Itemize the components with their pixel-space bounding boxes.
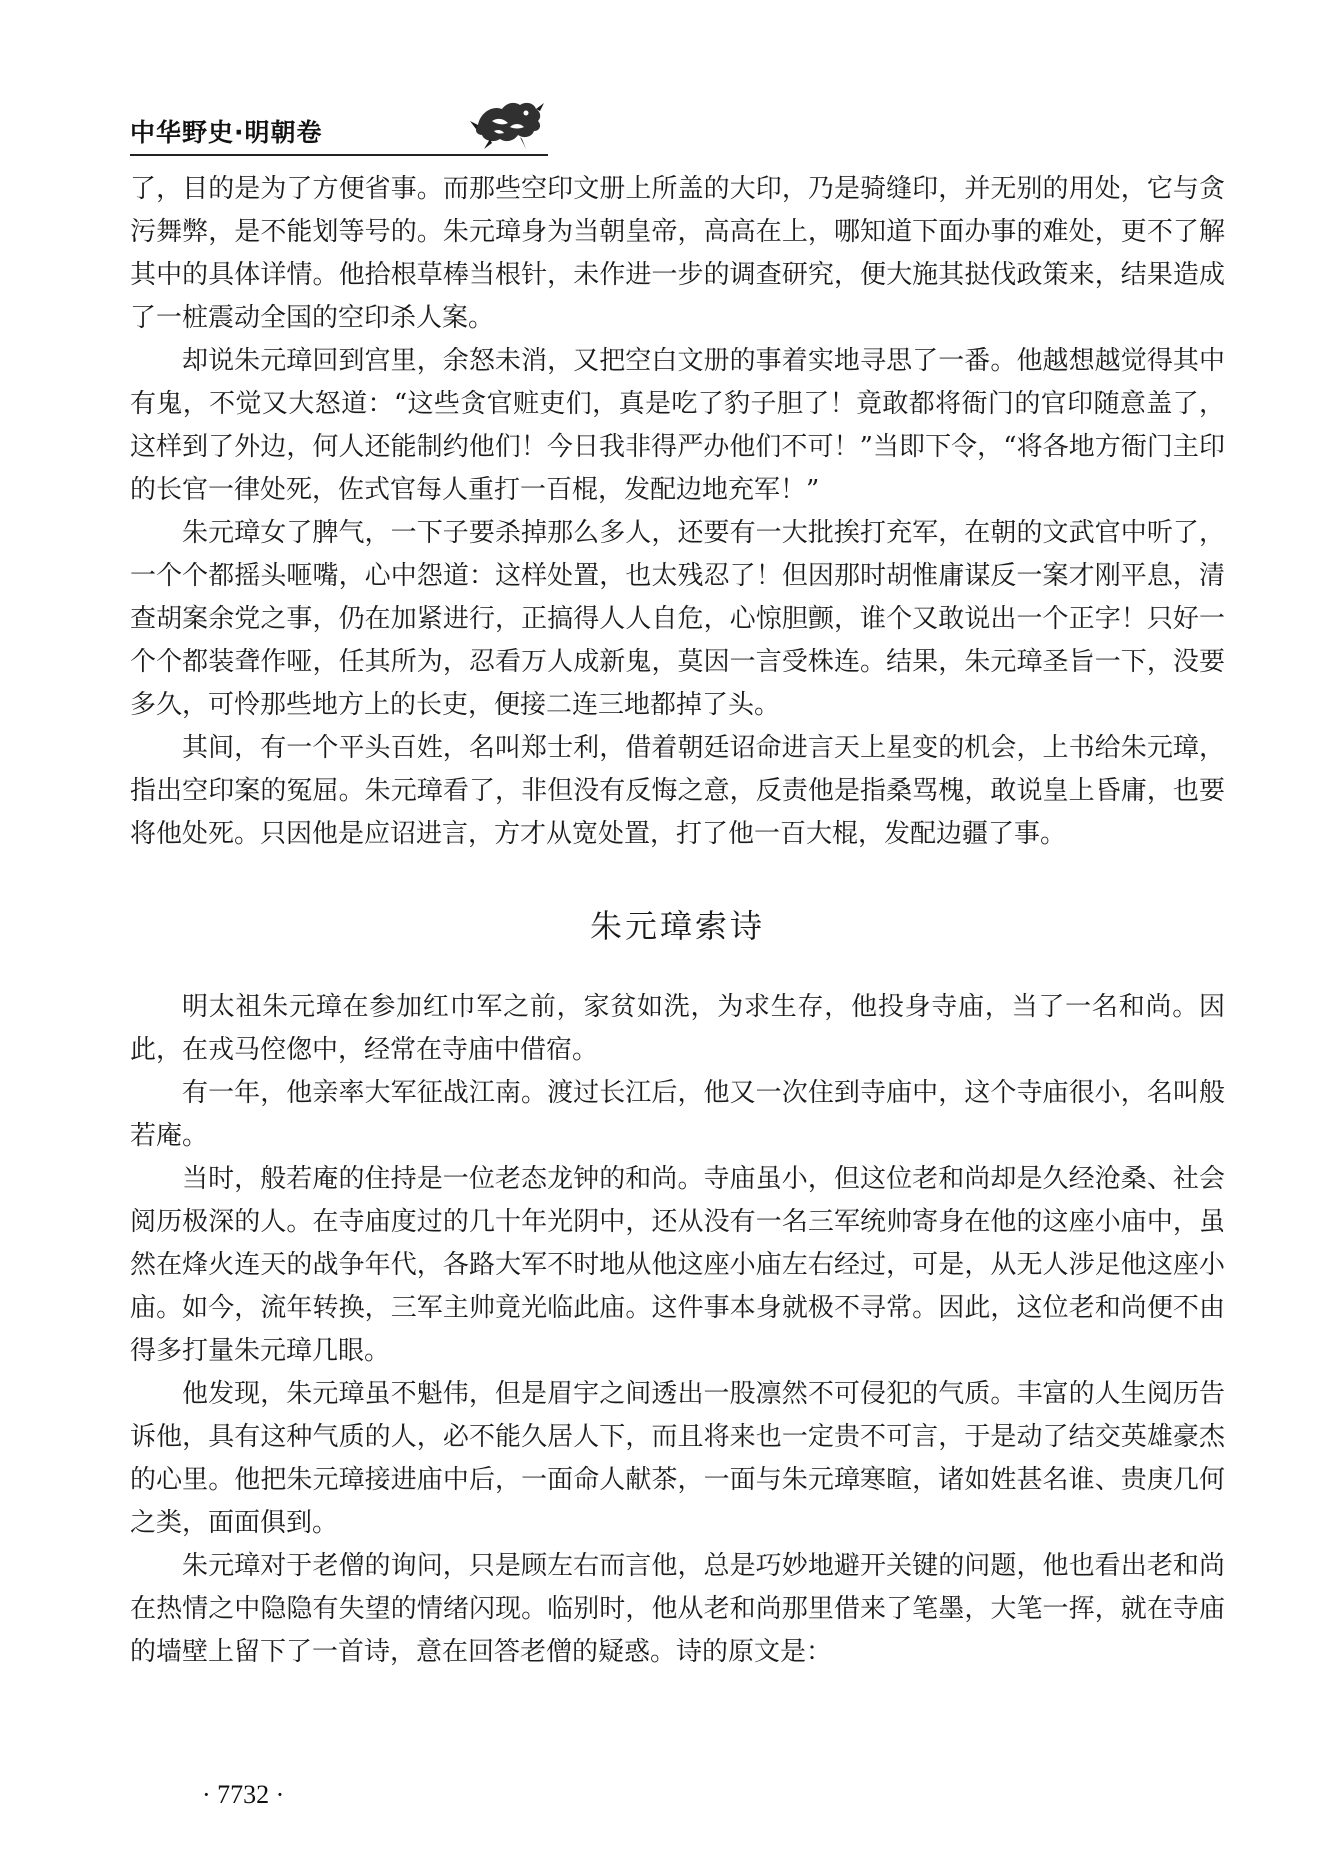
body-paragraph-2: 却说朱元璋回到宫里，余怒未消，又把空白文册的事着实地寻思了一番。他越想越觉得其中有鬼，不觉又大怒道：“这些贪官赃吏们，真是吃了豹子胆了！竟敢都将衙门的官印随意盖了，这样到了外边，何人还能制约他们！今日我非得严办他们不可！”当即下令，“将各地方衙门主印的长官一律处死，佐式官每人重打一百棍，发配边地充军！” (130, 346, 1225, 505)
body-paragraph-6: 有一年，他亲率大军征战江南。渡过长江后，他又一次住到寺庙中，这个寺庙很小，名叫般若庵。 (130, 1078, 1225, 1151)
body-paragraph-5: 明太祖朱元璋在参加红巾军之前，家贫如洗，为求生存，他投身寺庙，当了一名和尚。因此，在戎马倥偬中，经常在寺庙中借宿。 (130, 992, 1225, 1065)
body-paragraph-9: 朱元璋对于老僧的询问，只是顾左右而言他，总是巧妙地避开关键的问题，他也看出老和尚在热情之中隐隐有失望的情绪闪现。临别时，他从老和尚那里借来了笔墨，大笔一挥，就在寺庙的墙壁上留下了一首诗，意在回答老僧的疑惑。诗的原文是： (130, 1551, 1225, 1667)
body-paragraph-3: 朱元璋女了脾气，一下子要杀掉那么多人，还要有一大批挨打充军，在朝的文武官中听了，一个个都摇头咂嘴，心中怨道：这样处置，也太残忍了！但因那时胡惟庸谋反一案才刚平息，清查胡案余党之事，仍在加紧进行，正搞得人人自危，心惊胆颤，谁个又敢说出一个正字！只好一个个都装聋作哑，任其所为，忍看万人成新鬼，莫因一言受株连。结果，朱元璋圣旨一下，没要多久，可怜那些地方上的长吏，便接二连三地都掉了头。 (130, 518, 1225, 720)
running-header-title: 中华野史·明朝卷 (130, 118, 323, 147)
dragon-emblem-icon (470, 95, 546, 151)
body-paragraph-1: 了，目的是为了方便省事。而那些空印文册上所盖的大印，乃是骑缝印，并无别的用处，它与贪污舞弊，是不能划等号的。朱元璋身为当朝皇帝，高高在上，哪知道下面办事的难处，更不了解其中的具体详情。他拾根草棒当根针，未作进一步的调查研究，便大施其挞伐政策来，结果造成了一桩震动全国的空印杀人案。 (130, 174, 1225, 333)
body-paragraph-8: 他发现，朱元璋虽不魁伟，但是眉宇之间透出一股凛然不可侵犯的气质。丰富的人生阅历告诉他，具有这种气质的人，必不能久居人下，而且将来也一定贵不可言，于是动了结交英雄豪杰的心里。他把朱元璋接进庙中后，一面命人献茶，一面与朱元璋寒暄，诸如姓甚名谁、贵庚几何之类，面面俱到。 (130, 1379, 1225, 1538)
body-paragraph-4: 其间，有一个平头百姓，名叫郑士利，借着朝廷诏命进言天上星变的机会，上书给朱元璋，指出空印案的冤屈。朱元璋看了，非但没有反悔之意，反责他是指桑骂槐，敢说皇上昏庸，也要将他处死。只因他是应诏进言，方才从宽处置，打了他一百大棍，发配边疆了事。 (130, 733, 1225, 849)
section-title: 朱元璋索诗 (589, 907, 765, 945)
body-paragraph-7: 当时，般若庵的住持是一位老态龙钟的和尚。寺庙虽小，但这位老和尚却是久经沧桑、社会阅历极深的人。在寺庙度过的几十年光阴中，还从没有一名三军统帅寄身在他的这座小庙中，虽然在烽火连天的战争年代，各路大军不时地从他这座小庙左右经过，可是，从无人涉足他这座小庙。如今，流年转换，三军主帅竟光临此庙。这件事本身就极不寻常。因此，这位老和尚便不由得多打量朱元璋几眼。 (130, 1164, 1225, 1366)
page-body (130, 168, 1225, 1674)
running-header (130, 95, 550, 155)
page-number: · 7732 · (202, 1780, 285, 1809)
header-rule (130, 154, 548, 156)
